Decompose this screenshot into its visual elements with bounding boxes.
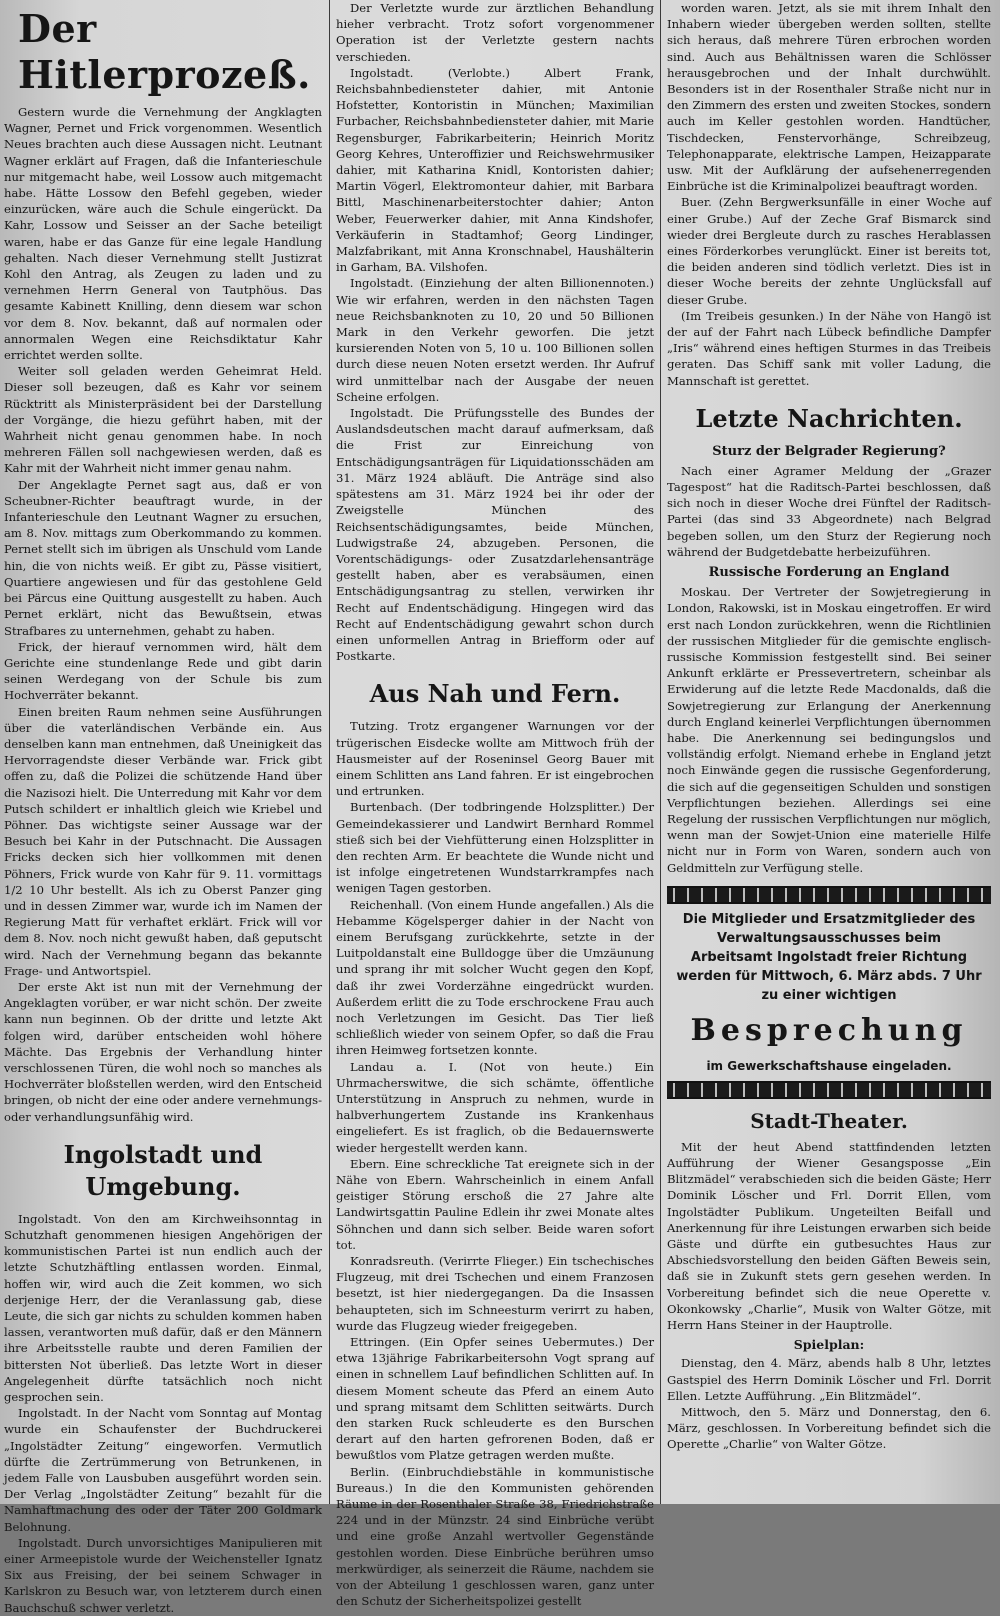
news-item: Mit der heut Abend stattfindenden letzten Aufführung der Wiener Gesangsposse „Ein Blitzmädel“ verabschieden sich die beiden Gäste; Herr Dominik Löscher und Frl. Dorrit Ellen, vom Ingolstädter Publikum. Ungeteilten Beifall und Anerkennung für ihre Leistungen erwarben sich beide Gäste und dürfte ein gutbesuchtes Haus zur Abschiedsvorstellung den beiden Gäften Beweis sein, daß sie in Zukunft stets gern gesehen werden. In Vorbereitung befindet sich die neue Operette v. Okonkowsky „Charlie“, Musik von Walter Götze, mit Herrn Hans Steiner in der Hauptrolle. [667, 1139, 991, 1332]
article-paragraph: Weiter soll geladen werden Geheimrat Held. Dieser soll bezeugen, daß es Kahr vor seinem Rücktritt als Ministerpräsident bei der Darstellung der Vorgänge, die hiezu geführt haben, mit der Wahrheit nicht genau genommen habe. In noch mehreren Fällen soll nachgewiesen werden, daß es Kahr mit der Wahrheit nicht immer genau nahm. [4, 364, 322, 476]
announcement-headline: Besprechung [690, 1012, 968, 1048]
news-item: Ingolstadt. Durch unvorsichtiges Manipulieren mit einer Armeepistole wurde der Weichensteller Ignatz Six aus Freising, der bei seinem Schwager in Karlskron zu Besuch war, von letzterem durch einen Bauchschuß schwer verletzt. [4, 1535, 322, 1615]
news-item: Konradsreuth. (Verirrte Flieger.) Ein tschechisches Flugzeug, mit drei Tschechen und einem Franzosen besetzt, ist hier niedergegangen. Da die Insassen behaupteten, sich im Schneesturm verirrt zu haben, wurde das Flugzeug wieder freigegeben. [336, 1254, 654, 1333]
news-item: Reichenhall. (Von einem Hunde angefallen.) Als die Hebamme Kögelsperger dahier in der Nacht von einem Berufsgang zurückkehrte, setzte in der Luitpoldanstalt eine Bulldogge über die Umzäunung und sprang ihr mit solcher Wucht gegen den Kopf, daß ihr zwei Vorderzähne eingedrückt wurden. Außerdem erlitt die zu Tode erschrockene Frau auch noch Verletzungen im Gesicht. Das Tier ließ schließlich wieder von seinem Opfer, so daß die Frau ihren Heimweg fortsetzen konnte. [336, 897, 654, 1058]
section-heading-ingolstadt: Ingolstadt und Umgebung. [63, 1139, 263, 1201]
column-2 [336, 0, 654, 1609]
news-item: Landau a. I. (Not von heute.) Ein Uhrmacherswitwe, die sich schämte, öffentliche Unterstützung in Anspruch zu nehmen, wurde in halbverhungertem Zustande ins Krankenhaus eingeliefert. Es ist fraglich, ob die Bedauernswerte wieder hergestellt werden kann. [336, 1059, 654, 1155]
column-divider [660, 0, 661, 1504]
section-heading-letzte-nachrichten: Letzte Nachrichten. [695, 403, 963, 433]
news-item: Ingolstadt. Die Prüfungsstelle des Bundes der Auslandsdeutschen macht darauf aufmerksam, daß die Frist zur Einreichung von Entschädigungsanträgen für Liquidationsschäden am 31. März 1924 abläuft. Die Anträge sind also spätestens am 31. März 1924 bei ihr oder der Zweigstelle München des Reichsentschädigungsamtes, beide München, Ludwigstraße 24, abzugeben. Personen, die Vorentschädigungs- oder Zusatzdarlehensanträge gestellt haben, aber es verabsäumen, einen Entschädigungsantrag zu stellen, verwirken ihr Recht auf Endentschädigung. Hingegen wird das Recht auf Endentschädigung gewahrt schon durch einen unformellen Antrag in Briefform oder auf Postkarte. [336, 406, 654, 664]
news-item: Ingolstadt. Von den am Kirchweihsonntag in Schutzhaft genommenen hiesigen Angehörigen der kommunistischen Partei ist nun endlich auch der letzte Schutzhäftling entlassen worden. Einmal, hoffen wir, wird auch die Zeit kommen, wo sich derjenige Herr, der die Veranlassung gab, diese Leute, die sich gar nichts zu schulden kommen haben lassen, verantworten muß dafür, daß er den Männern ihre Arbeitsstelle raubte und deren Familien der bittersten Not überließ. Das letzte Wort in dieser Angelegenheit dürfte tatsächlich noch nicht gesprochen sein. [4, 1211, 322, 1405]
news-item: Buer. (Zehn Bergwerksunfälle in einer Woche auf einer Grube.) Auf der Zeche Graf Bismarck sind wieder drei Bergleute durch zu rasches Herablassen eines Förderkorbes verunglückt. Einer ist bereits tot, die beiden anderen sind tödlich verletzt. Dies ist in dieser Woche bereits der zehnte Unglücksfall auf dieser Grube. [667, 195, 991, 307]
news-item: Nach einer Agramer Meldung der „Grazer Tagespost“ hat die Raditsch-Partei beschlossen, daß sich noch in dieser Woche drei Fünftel der Raditsch-Partei (das sind 33 Abgeordnete) nach Belgrad begeben sollen, um den Sturz der Regierung noch während der Budgetdebatte herbeizuführen. [667, 463, 991, 559]
playlist-item: Mittwoch, den 5. März und Donnerstag, den 6. März, geschlossen. In Vorbereitung befindet sich die Operette „Charlie“ von Walter Götze. [667, 1405, 991, 1452]
news-item: Moskau. Der Vertreter der Sowjetregierung in London, Rakowski, ist in Moskau eingetroffen. Er wird erst nach London zurückkehren, wenn die Richtlinien der russischen Mitglieder für die gemischte englisch-russische Kommission festgestellt sind. Bei seiner Ankunft erklärte er Pressevertretern, scheinbar als Erwiderung auf die letzte Rede Macdonalds, daß die Sowjetregierung zur Erlangung der Anerkennung durch England keinerlei Verpflichtungen übernommen habe. Die Anerkennung sei bedingungslos und vollständig erfolgt. Niemand erhebe in England jetzt noch Einwände gegen die russische Gegenforderung, die sich auf die gegenseitigen Schulden und sonstigen Verpflichtungen beziehen. Allerdings sei eine Regelung der russischen Verpflichtungen nur möglich, wenn man der Sowjet-Union eine materielle Hilfe nicht nur in Form von Waren, sondern auch von Geldmitteln zur Verfügung stelle. [667, 585, 991, 875]
section-heading-stadt-theater: Stadt-Theater. [750, 1108, 908, 1133]
subheading-russische-forderung: Russische Forderung an England [708, 565, 950, 581]
playlist-heading: Spielplan: [793, 1337, 865, 1353]
column-divider [329, 0, 330, 1504]
article-paragraph: Der erste Akt ist nun mit der Vernehmung der Angeklagten vorüber, er war nicht schön. Der zweite kann nun beginnen. Ob der dritte und letzte Akt folgen wird, darüber entscheiden wohl höhere Mächte. Das Ergebnis der Verhandlung hinter verschlossenen Türen, die wohl noch so manches als Hochverräter bloßstellen werden, wird den Entscheid bringen, ob nicht der eine oder andere vernehmungs- oder verhandlungsunfähig wird. [4, 979, 322, 1124]
column-3 [667, 0, 991, 1504]
announcement-text: Die Mitglieder und Ersatzmitglieder des Verwaltungsausschusses beim Arbeitsamt Ingolstadt freier Richtung werden für Mittwoch, 6. März abds. 7 Uhr zu einer wichtigen [676, 911, 982, 1003]
news-item: Burtenbach. (Der todbringende Holzsplitter.) Der Gemeindekassierer und Landwirt Bernhard Rommel stieß sich bei der Viehfütterung einen Holzsplitter in den rechten Arm. Er beachtete die Wunde nicht und ist infolge eingetretenen Wundstarrkrampfes nach wenigen Tagen gestorben. [336, 800, 654, 896]
news-item: Ebern. Eine schreckliche Tat ereignete sich in der Nähe von Ebern. Wahrscheinlich in einem Anfall geistiger Störung erschoß die 27 Jahre alte Landwirtsgattin Pauline Edlein ihr zwei Monate altes Söhnchen und dann sich selber. Beide waren sofort tot. [336, 1156, 654, 1252]
article-paragraph: Einen breiten Raum nehmen seine Ausführungen über die vaterländischen Verbände ein. Aus denselben kann man entnehmen, daß Uneinigkeit das Hervorragendste dieser Verbände war. Frick gibt offen zu, daß die Polizei die schützende Hand über die Nazisozi hielt. Die Unterredung mit Kahr vor dem Putsch schildert er inhaltlich gleich wie Kriebel und Pöhner. Das wichtigste seiner Aussage war der Besuch bei Kahr in der Putschnacht. Die Aussagen Fricks decken sich hier vollkommen mit denen Pöhners, Frick wurde von Kahr für 9. 11. vormittags 1/2 10 Uhr bestellt. Als ich zu Oberst Panzer ging und in dessen Zimmer war, wurde ich im Namen der Regierung Matt für verhaftet erklärt. Frick will vor dem 8. Nov. noch nicht gewußt haben, daß geputscht wird. Nach der Vernehmung begann das bekannte Frage- und Antwortspiel. [4, 704, 322, 978]
news-item: Ingolstadt. (Einziehung der alten Billionennoten.) Wie wir erfahren, werden in den nächsten Tagen neue Reichsbanknoten zu 10, 20 und 50 Billionen Mark in den Verkehr geworfen. Die jetzt kursierenden Noten von 5, 10 u. 100 Billionen sollen durch diese neuen Noten ersetzt werden. Ihr Aufruf wird unmittelbar nach der Ausgabe der neuen Scheine erfolgen. [336, 276, 654, 404]
news-item: worden waren. Jetzt, als sie mit ihrem Inhalt den Inhabern wieder übergeben werden sollten, stellte sich heraus, daß mehrere Türen erbrochen worden sind. Auch aus Behältnissen waren die Schlösser herausgebrochen und der Inhalt durchwühlt. Besonders ist in der Rosenthaler Straße nicht nur in den Zimmern des ersten und zweiten Stockes, sondern auch im Keller gestohlen worden. Handtücher, Tischdecken, Fenstervorhänge, Schreibzeug, Telephonapparate, elektrische Lampen, Heizapparate usw. Mit der Aufklärung der aufsehenerregenden Einbrüche ist die Kriminalpolizei beauftragt worden. [667, 1, 991, 194]
news-item: Berlin. (Einbruchdiebstähle in kommunistische Bureaus.) In die den Kommunisten gehörenden Räume in der Rosenthaler Straße 38, Friedrichstraße 224 und in der Münzstr. 24 sind Einbrüche verübt und eine große Anzahl wertvoller Gegenstände gestohlen worden. Diese Einbrüche berühren umso merkwürdiger, als seinerzeit die Räume, nachdem sie von der Abteilung 1 geschlossen waren, ganz unter den Schutz der Sicherheitspolizei gestellt [336, 1464, 654, 1609]
headline-hitlerprozess: Der Hitlerprozeß. [18, 6, 311, 97]
article-paragraph: Frick, der hierauf vernommen wird, hält dem Gerichte eine stundenlange Rede und gibt darin seinen Werdegang von der Schule bis zum Hochverräter bekannt. [4, 639, 322, 703]
news-item: (Im Treibeis gesunken.) In der Nähe von Hangö ist der auf der Fahrt nach Lübeck befindliche Dampfer „Iris“ während eines heftigen Sturmes in das Treibeis geraten. Das Schiff sank mit voller Ladung, die Mannschaft ist gerettet. [667, 308, 991, 388]
news-item: Ingolstadt. In der Nacht vom Sonntag auf Montag wurde ein Schaufenster der Buchdruckerei „Ingolstädter Zeitung“ eingeworfen. Vermutlich dürfte die Zertrümmerung von Betrunkenen, in jedem Falle von Lausbuben ausgeführt worden sein. Der Verlag „Ingolstädter Zeitung“ bezahlt für die Namhaftmachung des oder der Täter 200 Goldmark Belohnung. [4, 1406, 322, 1534]
news-item: Ettringen. (Ein Opfer seines Uebermutes.) Der etwa 13jährige Fabrikarbeitersohn Vogt sprang auf einen in schnellem Lauf befindlichen Schlitten auf. In diesem Moment scheute das Pferd an einem Auto und sprang mitsamt dem Schlitten seitwärts. Durch den starken Ruck schleuderte es den Burschen derart auf den harten gefrorenen Boden, daß er bewußtlos vom Platze getragen werden mußte. [336, 1335, 654, 1463]
article-paragraph: Der Angeklagte Pernet sagt aus, daß er von Scheubner-Richter beauftragt wurde, in der Infanterieschule den Leutnant Wagner zu ersuchen, am 8. Nov. mittags zum Oberkommando zu kommen. Pernet stellt sich im übrigen als Unschuld vom Lande hin, die von nichts weiß. Er gibt zu, Pässe visitiert, Quartiere angewiesen und für das gestohlene Geld bei Pärcus eine Quittung ausgestellt zu haben. Auch Pernet erklärt, nicht das Bewußtsein, etwas Strafbares zu unternehmen, gehabt zu haben. [4, 477, 322, 638]
article-paragraph: Gestern wurde die Vernehmung der Angklagten Wagner, Pernet und Frick vorgenommen. Wesentlich Neues brachten auch diese Aussagen nicht. Leutnant Wagner erklärt auf Fragen, daß die Infanterieschule nur mitgemacht habe, weil Lossow auch mitgemacht habe. Hätte Lossow den Befehl gegeben, wieder einzurücken, wäre auch die Schule eingerückt. Da Kahr, Lossow und Seisser an der Sache beteiligt waren, habe er das Ganze für eine legale Handlung gehalten. Nach dieser Vernehmung stellt Justizrat Kohl den Antrag, als Zeugen zu laden und zu vernehmen Herrn General von Tautphöus. Das gesamte Kabinett Knilling, denn diesem war schon vor dem 8. Nov. bekannt, daß auf normalen oder annormalen Wegen eine Reichsdiktatur Kahr errichtet werden sollte. [4, 105, 322, 363]
announcement-footer: im Gewerkschaftshause eingeladen. [706, 1058, 952, 1073]
ornamental-border [667, 1081, 991, 1099]
section-heading-aus-nah-und-fern: Aus Nah und Fern. [369, 679, 621, 709]
subheading-belgrad: Sturz der Belgrader Regierung? [712, 443, 946, 459]
news-item: Der Verletzte wurde zur ärztlichen Behandlung hieher verbracht. Trotz sofort vorgenommener Operation ist der Verletzte gestern nachts verschieden. [336, 1, 654, 64]
news-item: Ingolstadt. (Verlobte.) Albert Frank, Reichsbahnbediensteter dahier, mit Antonie Hofstetter, Kontoristin in München; Maximilian Furbacher, Reichsbahnbediensteter dahier, mit Marie Regensburger, Fabrikarbeiterin; Heinrich Moritz Georg Kehres, Unteroffizier und Reichswehrmusiker dahier, mit Katharina Knidl, Kontoristen dahier; Martin Vögerl, Elektromonteur dahier, mit Barbara Bittl, Maschinenarbeiterstochter dahier; Anton Weber, Feuerwerker dahier, mit Anna Kindshofer, Verkäuferin in Stadtamhof; Georg Lindinger, Malzfabrikant, mit Anna Kronschnabel, Haushälterin in Garham, BA. Vilshofen. [336, 65, 654, 275]
news-item: Tutzing. Trotz ergangener Warnungen vor der trügerischen Eisdecke wollte am Mittwoch früh der Hausmeister auf der Roseninsel Georg Bauer mit einem Schlitten ans Land fahren. Er ist eingebrochen und ertrunken. [336, 719, 654, 799]
announcement-box [667, 886, 991, 1099]
column-1 [4, 0, 322, 1615]
ornamental-border [667, 886, 991, 904]
playlist-item: Dienstag, den 4. März, abends halb 8 Uhr, letztes Gastspiel des Herrn Dominik Löscher und Frl. Dorrit Ellen. Letzte Aufführung. „Ein Blitzmädel“. [667, 1356, 991, 1403]
